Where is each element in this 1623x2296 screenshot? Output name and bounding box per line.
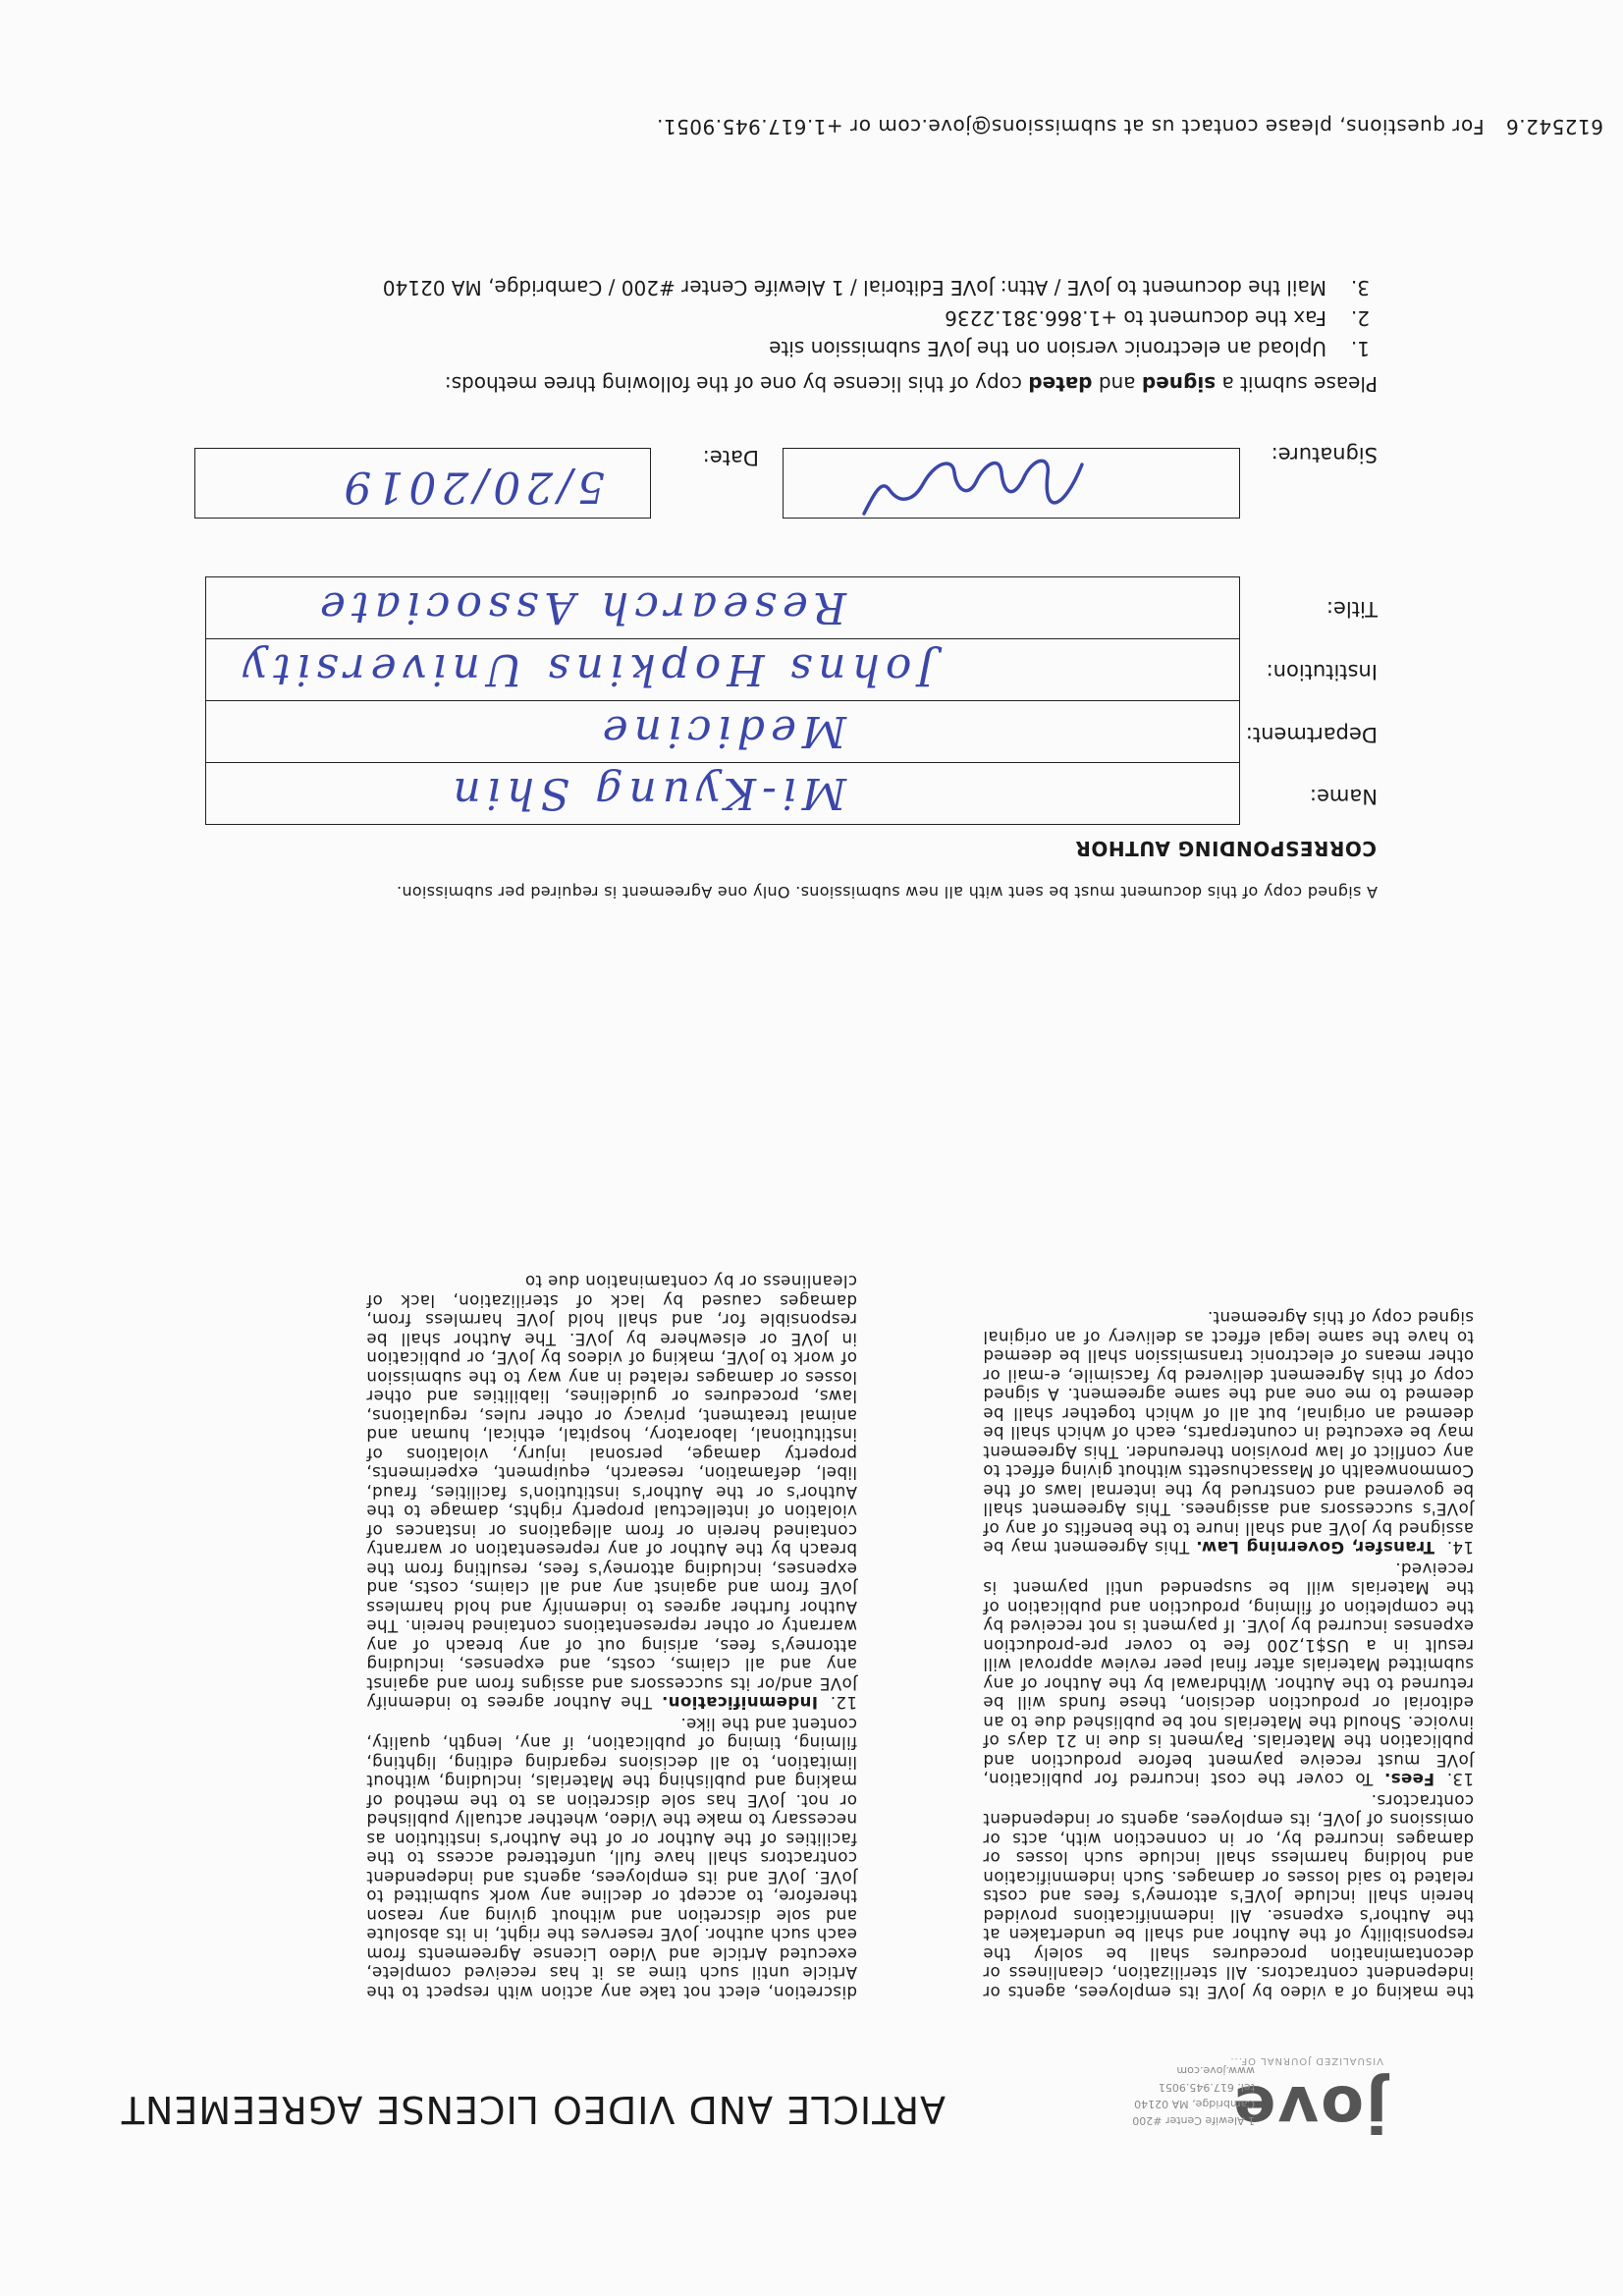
signature-label: Signature: — [1271, 443, 1378, 466]
page-footer — [657, 115, 1604, 138]
title-field[interactable] — [206, 577, 1239, 638]
section-number: 12. — [830, 1693, 857, 1713]
date-label: Date: — [702, 446, 759, 469]
right-column — [983, 1306, 1474, 2001]
name-label: Name: — [1309, 785, 1378, 808]
title-label: Title: — [1325, 597, 1378, 621]
section-text: This Agreement may be assigned by JoVE and shall inure to the benefits of any of JoVE's successors and assignees. This Agreement shall be governed and construed by the internal laws of the Commonwealth of Massachusetts without giving effect to any conflict of law provision thereunder. This Agreement may be executed in counterparts, each of which shall be deemed an original, but all of which together shall be deemed to me one and the same agreement. A signed copy of this Agreement delivered by facsimile, e-mail or other means of electronic transmission shall be deemed to have the same legal effect as delivery of an original signed copy of this Agreement. — [983, 1308, 1474, 1558]
left-column — [366, 1270, 857, 2001]
address-line: www.jove.com — [1176, 2064, 1255, 2077]
submit-signed: signed — [1141, 372, 1217, 396]
department-value: Medicine — [596, 706, 846, 756]
name-field[interactable] — [206, 762, 1239, 824]
list-number: 1. — [1350, 337, 1370, 360]
document-id: 612542.6 — [1505, 115, 1603, 138]
author-form — [205, 576, 1240, 825]
handwritten-signature — [856, 435, 1092, 533]
address-block — [1132, 2062, 1255, 2129]
address-line: 1 Alewife Center #200 — [1132, 2114, 1255, 2127]
signed-copy-note: A signed copy of this document must be sent with all new submissions. Only one Agreement is required per submission. — [396, 883, 1378, 902]
section-12 — [366, 1272, 857, 1713]
section-text: To cover the cost incurred for publication, JoVE must receive payment before production and publication the Materials. Payment is due in 21 days of invoice. Should the Materials not be published due to an editorial or production decision, these funds will be returned to the Author. Withdrawal by the Author of any submitted Materials after final peer review approval will result in a US$1,200 fee to cover pre-production expenses incurred by JoVE. If payment is not received by the completion of filming, production and publication of the Materials will be suspended until payment is received. — [983, 1559, 1474, 1789]
name-value: Mi-Kyung Shin — [447, 768, 846, 818]
date-field[interactable] — [194, 448, 651, 519]
list-text: Fax the document to +1.866.381.2236 — [945, 306, 1326, 330]
section-text: The Author agrees to indemnify JoVE and/or its successors and assigns from and against any and all claims, costs, and expenses, including attorney's fees, arising out of any breach of any warranty or other representations contained herein. The Author further agrees to indemnify and hold harmless JoVE from and against any and all claims, costs, and expenses, including attorney's fees, resulting from the breach by the Author of any representation or warranty contained herein or from allegations or instances of violation of intellectual property rights, damage to the Author's or the Author's institution's facilities, fraud, libel, defamation, research, equipment, experiments, property damage, personal injury, violations of institutional, laboratory, hospital, ethical, human and animal treatment, privacy or other rules, regulations, laws, procedures or guidelines, liabilities and other losses or damages related in any way to the submission of work to JoVE, making of videos by JoVE, or publication in JoVE or elsewhere by JoVE. The Author shall be responsible for, and shall hold JoVE harmless from, damages caused by lack of sterilization, lack of cleanliness or by contamination due to — [366, 1272, 857, 1713]
list-item — [383, 333, 1370, 363]
section-heading: Indemnification. — [661, 1693, 818, 1713]
section-number: 13. — [1446, 1770, 1474, 1789]
section-14 — [983, 1308, 1474, 1558]
signature-field[interactable] — [783, 448, 1240, 519]
list-text: Upload an electronic version on the JoVE submission site — [769, 337, 1326, 360]
submission-methods — [383, 272, 1370, 363]
title-value: Research Associate — [313, 582, 846, 632]
institution-value: Johns Hopkins University — [237, 644, 935, 694]
submit-instructions — [445, 372, 1378, 396]
section-heading: Fees. — [1383, 1770, 1434, 1789]
department-label: Department: — [1245, 723, 1378, 746]
paragraph: discretion, elect not take any action with respect to the Article until such time as it has received complete, executed Article and Video License Agreements from each such author. JoVE reserves the right, in its absolute and sole discretion and without giving any reason therefore, to accept or decline any work submitted to JoVE. JoVE and its employees, agents and independent contractors shall have full, unfettered access to the facilities of the Author or of the Author's institution as necessary to make the Video, whether actually published or not. JoVE has sole discretion as to the method of making and publishing the Materials, including, without limitation, to all decisions regarding editing, lighting, filming, timing of publication, if any, length, quality, content and the like. — [366, 1715, 857, 2001]
institution-label: Institution: — [1266, 660, 1378, 683]
section-number: 14. — [1446, 1538, 1474, 1558]
date-value: 5/20/2019 — [339, 462, 605, 512]
contact-info: For questions, please contact us at submissions@jove.com or +1.617.945.9051. — [656, 115, 1485, 138]
submit-text: copy of this license by one of the following three methods: — [444, 372, 1029, 396]
list-number: 3. — [1350, 276, 1370, 300]
document-title: ARTICLE AND VIDEO LICENSE AGREEMENT — [120, 2088, 946, 2131]
logo-wordmark: jove — [1230, 2071, 1387, 2144]
list-item — [383, 302, 1370, 333]
department-field[interactable] — [206, 700, 1239, 762]
submit-text: Please submit a — [1216, 372, 1378, 396]
submit-dated: dated — [1028, 372, 1093, 396]
list-item — [383, 272, 1370, 302]
paragraph: the making of a video by JoVE its employees, agents or independent contractors. All sterilization, cleanliness or decontamination procedures shall be solely the responsibility of the Author and shall be undertaken at the Author's expense. All indemnifications provided herein shall include JoVE's attorney's fees and costs related to said losses or damages. Such indemnification and holding harmless shall include such losses or damages incurred by, or in connection with, acts or omissions of JoVE, its employees, agents or independent contractors. — [983, 1791, 1474, 2001]
section-13 — [983, 1559, 1474, 1789]
section-heading: Transfer, Governing Law. — [1195, 1538, 1434, 1558]
list-text: Mail the document to JoVE / Attn: JoVE Editorial / 1 Alewife Center #200 / Cambridge, MA 02140 — [382, 276, 1326, 300]
submit-text: and — [1092, 372, 1142, 396]
address-line: tel. 617.945.9051 — [1158, 2081, 1255, 2094]
address-line: Cambridge, MA 02140 — [1134, 2098, 1255, 2110]
corresponding-author-heading: CORRESPONDING AUTHOR — [1075, 837, 1377, 860]
jove-logo — [1073, 2031, 1387, 2144]
logo-tagline: VISUALIZED JOURNAL OF... — [1229, 2055, 1383, 2066]
institution-field[interactable] — [206, 638, 1239, 700]
list-number: 2. — [1350, 306, 1370, 330]
